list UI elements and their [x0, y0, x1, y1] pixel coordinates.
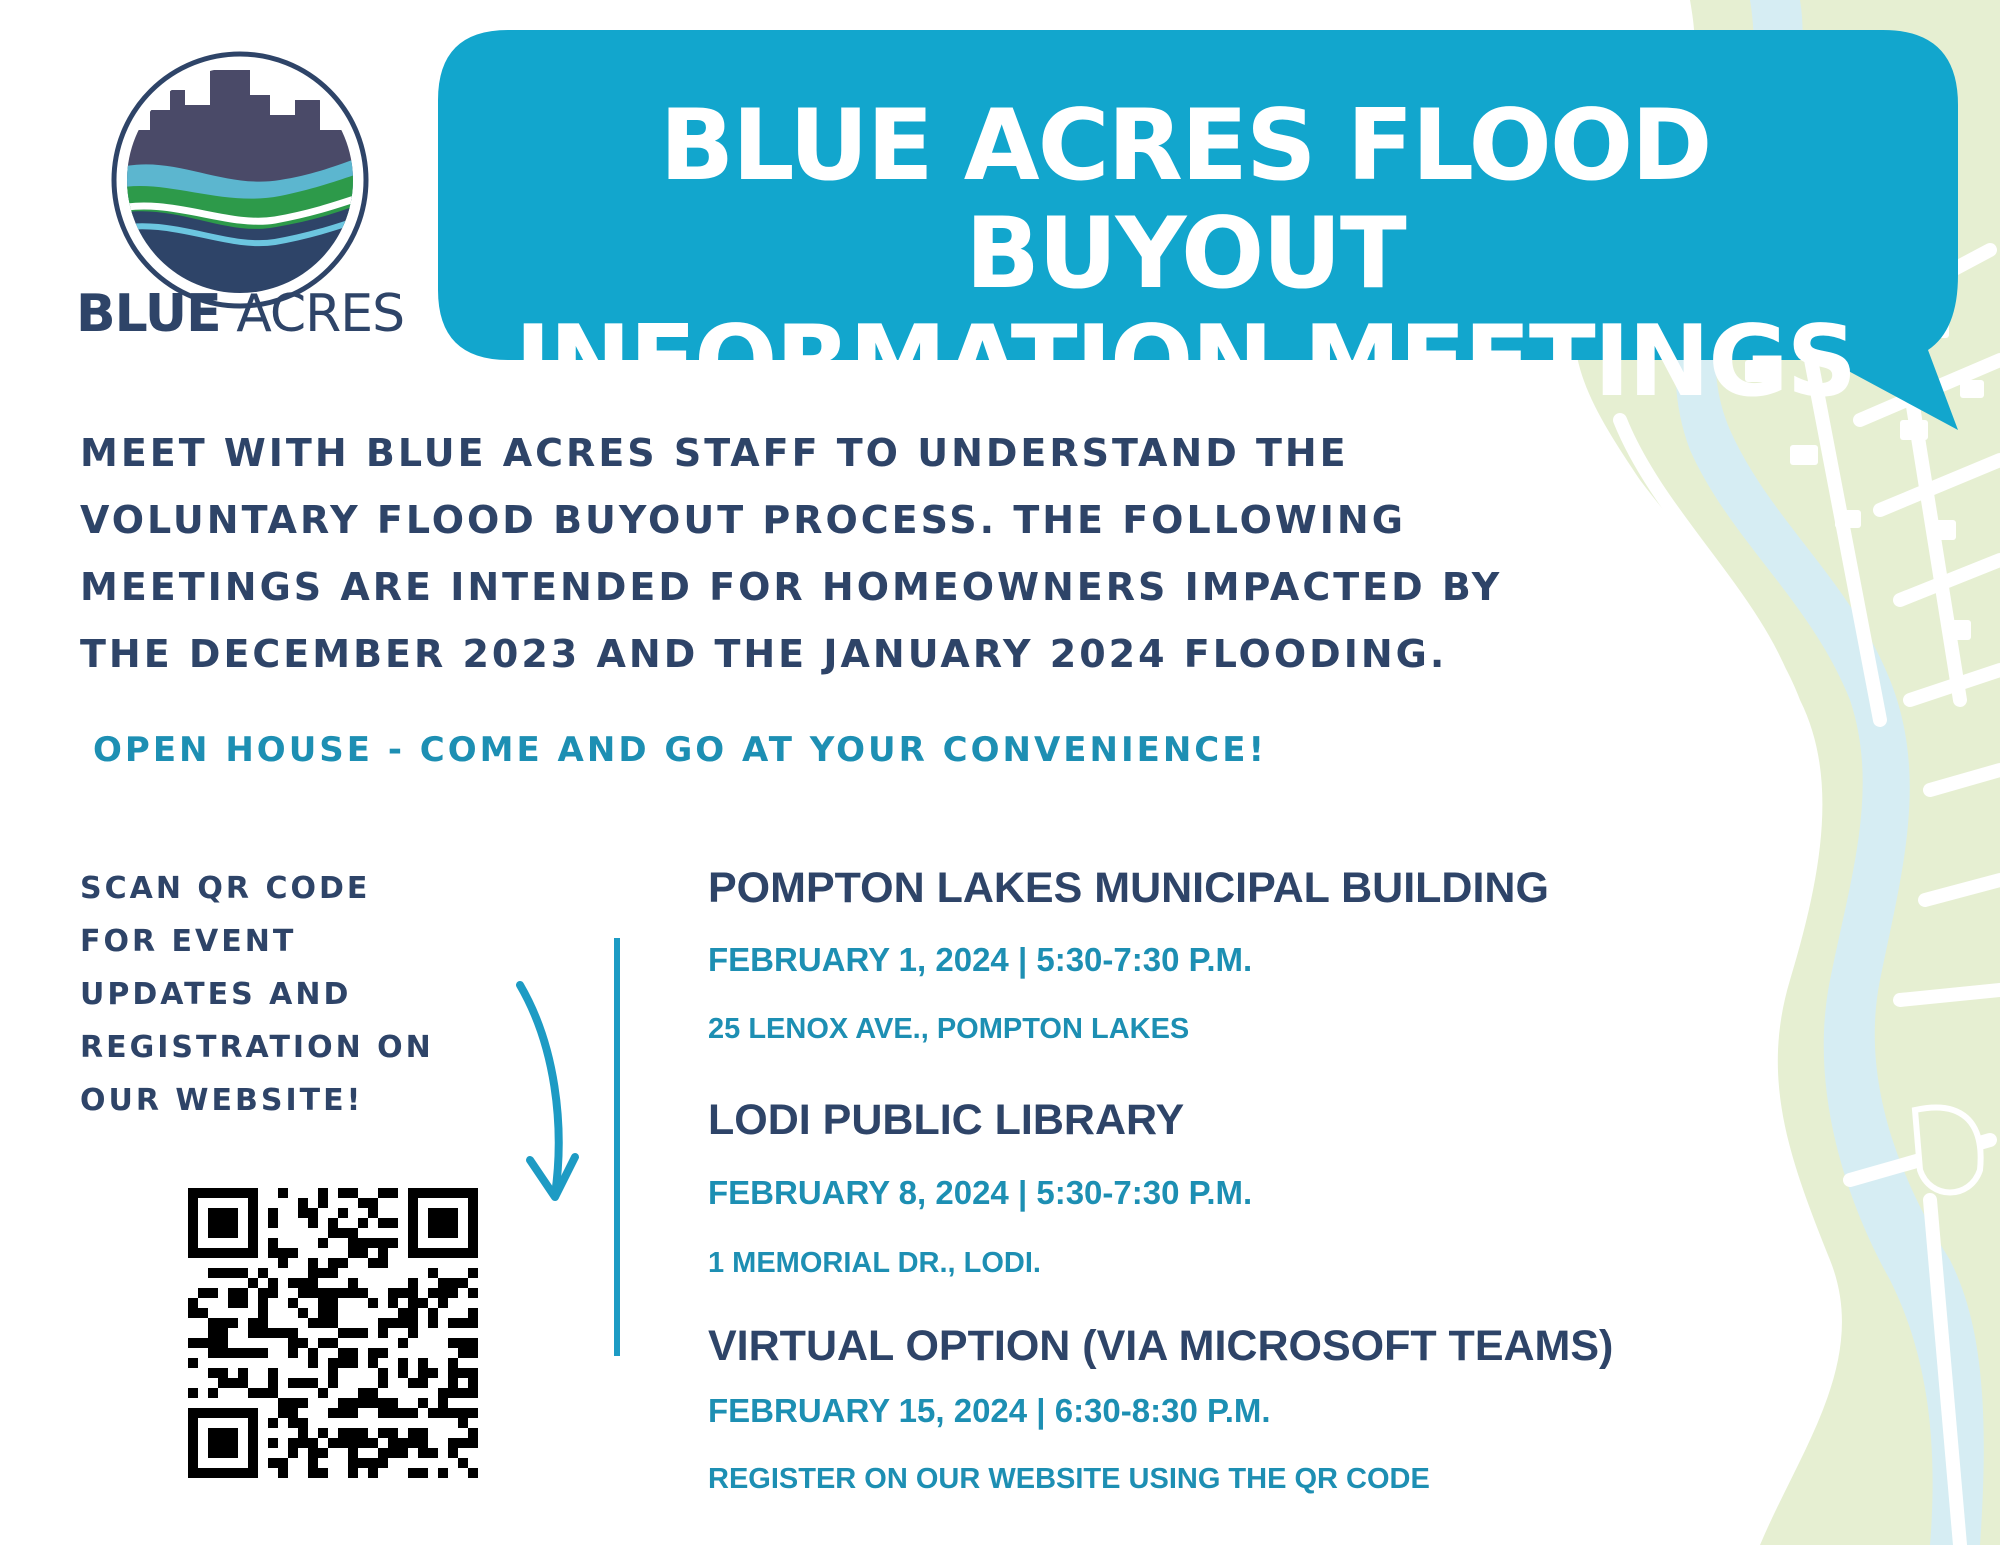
logo-wordmark-light: ACRES — [236, 284, 405, 344]
intro-line: MEET WITH BLUE ACRES STAFF TO UNDERSTAND THE — [80, 431, 1349, 475]
qr-instructions-line: SCAN QR CODE — [80, 871, 371, 906]
intro-line: VOLUNTARY FLOOD BUYOUT PROCESS. THE FOLLOWING — [80, 498, 1406, 542]
qr-instructions-line: OUR WEBSITE! — [80, 1083, 364, 1118]
event-title: LODI PUBLIC LIBRARY — [708, 1096, 1185, 1144]
down-arrow-icon — [500, 975, 600, 1215]
intro-line: MEETINGS ARE INTENDED FOR HOMEOWNERS IMPACTED BY — [80, 565, 1503, 609]
qr-instructions-line: UPDATES AND — [80, 977, 352, 1012]
qr-instructions-line: FOR EVENT — [80, 924, 297, 959]
events-list — [708, 0, 1808, 1545]
blue-acres-logo — [110, 50, 370, 310]
event-registration-note: REGISTER ON OUR WEBSITE USING THE QR CODE — [708, 1463, 1430, 1495]
qr-instructions-line: REGISTRATION ON — [80, 1030, 434, 1065]
logo-wordmark — [76, 284, 406, 344]
event-date-time: FEBRUARY 1, 2024 | 5:30-7:30 P.M. — [708, 941, 1253, 978]
logo-wordmark-bold: BLUE — [76, 284, 221, 344]
event-date-time: FEBRUARY 8, 2024 | 5:30-7:30 P.M. — [708, 1174, 1253, 1211]
event-title: VIRTUAL OPTION (VIA MICROSOFT TEAMS) — [708, 1322, 1614, 1370]
headline-line-1: BLUE ACRES FLOOD BUYOUT — [659, 89, 1711, 311]
qr-instructions — [80, 862, 500, 1127]
headline-line-2: INFORMATION MEETINGS — [514, 305, 1856, 419]
event-title: POMPTON LAKES MUNICIPAL BUILDING — [708, 864, 1549, 912]
intro-line: THE DECEMBER 2023 AND THE JANUARY 2024 FLOODING. — [80, 632, 1448, 676]
vertical-divider — [614, 938, 620, 1356]
qr-code[interactable] — [188, 1188, 478, 1478]
open-house-note: OPEN HOUSE - COME AND GO AT YOUR CONVENIENCE! — [93, 730, 1267, 770]
event-date-time: FEBRUARY 15, 2024 | 6:30-8:30 P.M. — [708, 1392, 1271, 1429]
event-address: 1 MEMORIAL DR., LODI. — [708, 1247, 1041, 1279]
event-address: 25 LENOX AVE., POMPTON LAKES — [708, 1013, 1190, 1045]
